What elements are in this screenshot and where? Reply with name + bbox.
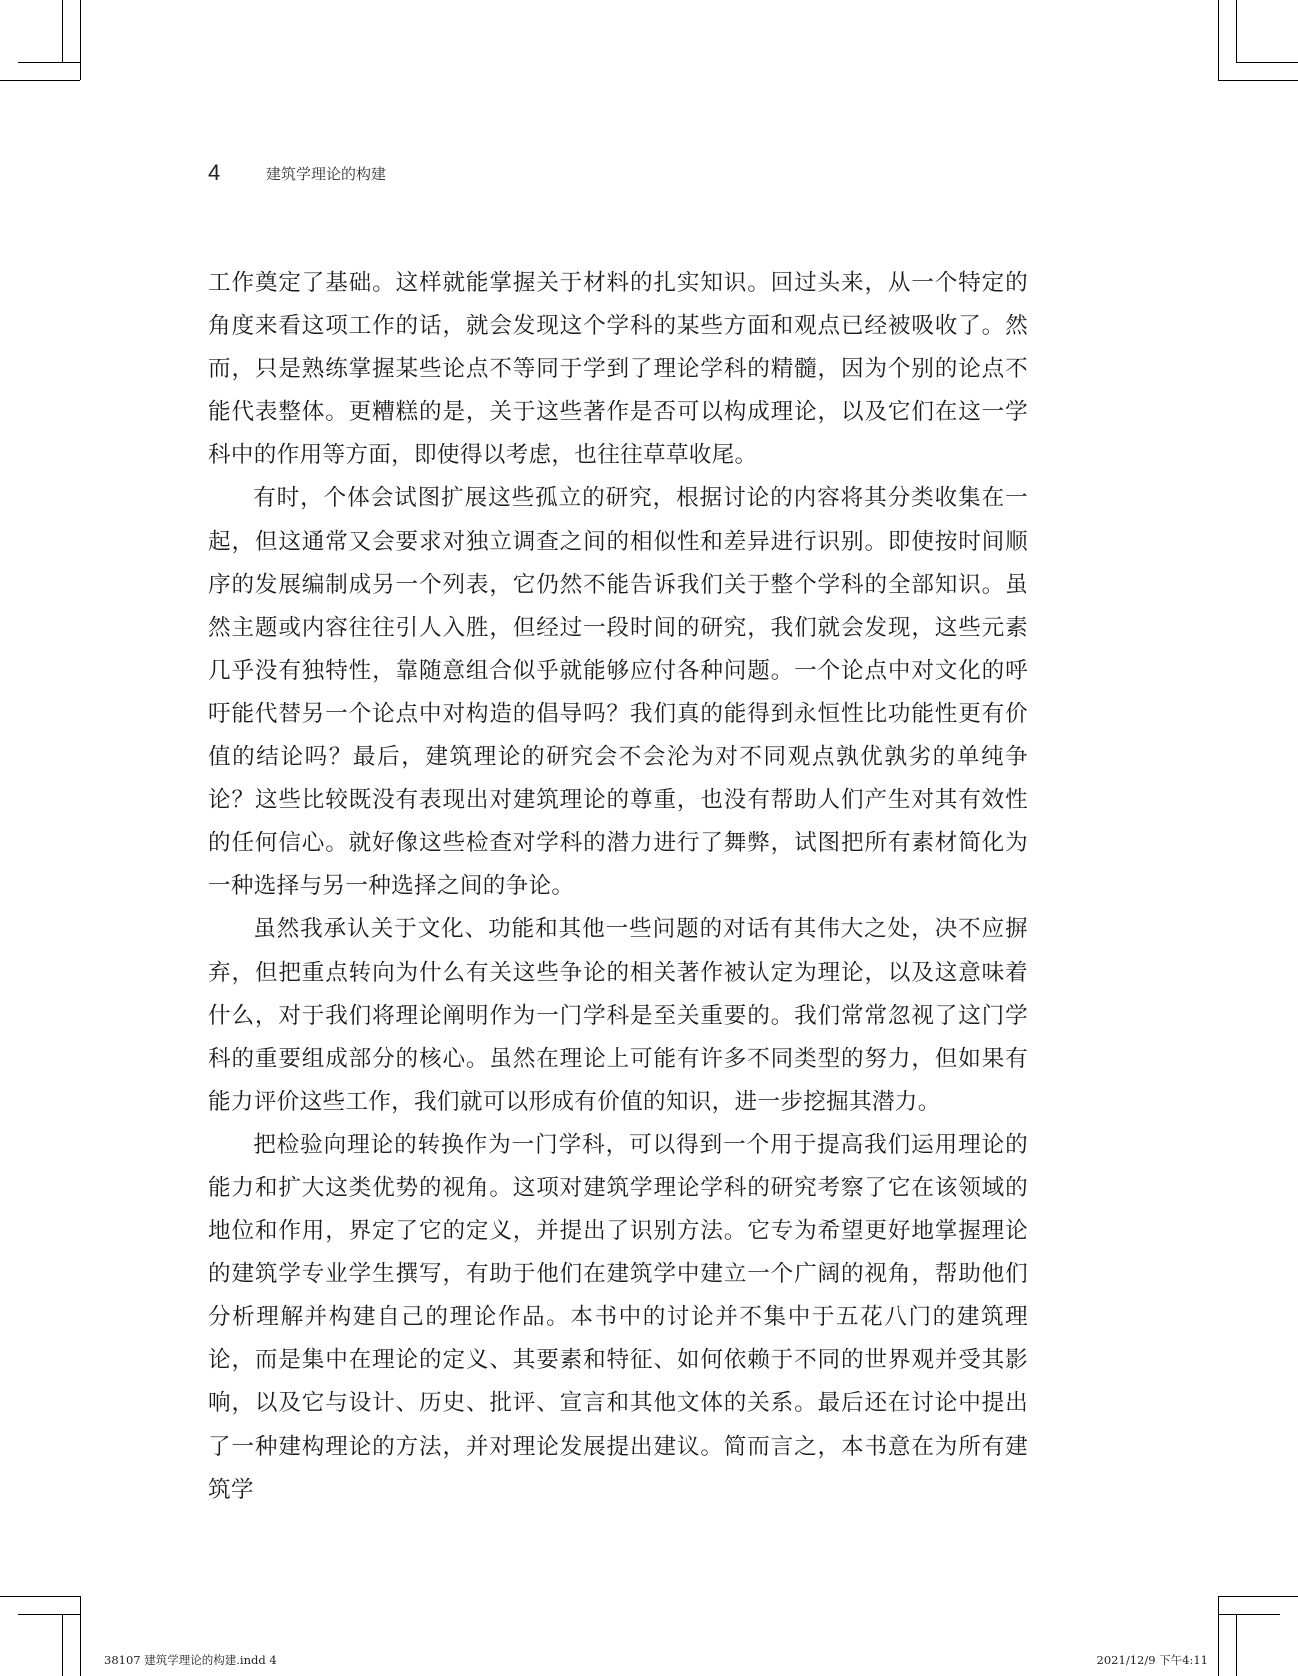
crop-mark (1218, 80, 1298, 81)
crop-mark (1236, 1614, 1237, 1676)
crop-mark (80, 0, 81, 80)
crop-mark (18, 62, 80, 63)
crop-mark (62, 1614, 63, 1676)
page-number: 4 (208, 160, 221, 185)
file-slug: 38107 建筑学理论的构建.indd 4 (104, 1653, 277, 1667)
date-slug: 2021/12/9 下午4:11 (1096, 1653, 1208, 1667)
paragraph: 把检验向理论的转换作为一门学科，可以得到一个用于提高我们运用理论的能力和扩大这类优势的视角。这项对建筑学理论学科的研究考察了它在该领域的地位和作用，界定了它的定义，并提出了识别方法。它专为希望更好地掌握理论的建筑学专业学生撰写，有助于他们在建筑学中建立一个广阔的视角，帮助他们分析理解并构建自己的理论作品。本书中的讨论并不集中于五花八门的建筑理论，而是集中在理论的定义、其要素和特征、如何依赖于不同的世界观并受其影响，以及它与设计、历史、批评、宣言和其他文体的关系。最后还在讨论中提出了一种建构理论的方法，并对理论发展提出建议。简而言之，本书意在为所有建筑学 (208, 1131, 1028, 1503)
crop-mark (1236, 62, 1298, 63)
crop-mark (18, 1614, 80, 1615)
crop-mark (1236, 0, 1237, 62)
crop-mark (0, 1596, 80, 1597)
running-title: 建筑学理论的构建 (266, 165, 387, 183)
paragraph: 工作奠定了基础。这样就能掌握关于材料的扎实知识。回过头来，从一个特定的角度来看这项工作的话，就会发现这个学科的某些方面和观点已经被吸收了。然而，只是熟练掌握某些论点不等同于学到了理论学科的精髓，因为个别的论点不能代表整体。更糟糕的是，关于这些著作是否可以构成理论，以及它们在这一学科中的作用等方面，即使得以考虑，也往往草草收尾。 (208, 270, 1028, 469)
crop-mark (80, 1596, 81, 1676)
crop-mark (1218, 1614, 1280, 1615)
crop-mark (1218, 1596, 1219, 1676)
crop-mark (62, 0, 63, 62)
crop-mark (1218, 1596, 1298, 1597)
body-text (208, 262, 1028, 1512)
crop-mark (1218, 0, 1219, 80)
paragraph: 有时，个体会试图扩展这些孤立的研究，根据讨论的内容将其分类收集在一起，但这通常又会要求对独立调查之间的相似性和差异进行识别。即使按时间顺序的发展编制成另一个列表，它仍然不能告诉我们关于整个学科的全部知识。虽然主题或内容往往引人入胜，但经过一段时间的研究，我们就会发现，这些元素几乎没有独特性，靠随意组合似乎就能够应付各种问题。一个论点中对文化的呼吁能代替另一个论点中对构造的倡导吗？我们真的能得到永恒性比功能性更有价值的结论吗？最后，建筑理论的研究会不会沦为对不同观点孰优孰劣的单纯争论？这些比较既没有表现出对建筑理论的尊重，也没有帮助人们产生对其有效性的任何信心。就好像这些检查对学科的潜力进行了舞弊，试图把所有素材简化为一种选择与另一种选择之间的争论。 (208, 485, 1028, 900)
crop-mark (0, 80, 80, 81)
paragraph: 虽然我承认关于文化、功能和其他一些问题的对话有其伟大之处，决不应摒弃，但把重点转向为什么有关这些争论的相关著作被认定为理论，以及这意味着什么，对于我们将理论阐明作为一门学科是至关重要的。我们常常忽视了这门学科的重要组成部分的核心。虽然在理论上可能有许多不同类型的努力，但如果有能力评价这些工作，我们就可以形成有价值的知识，进一步挖掘其潜力。 (208, 916, 1028, 1115)
